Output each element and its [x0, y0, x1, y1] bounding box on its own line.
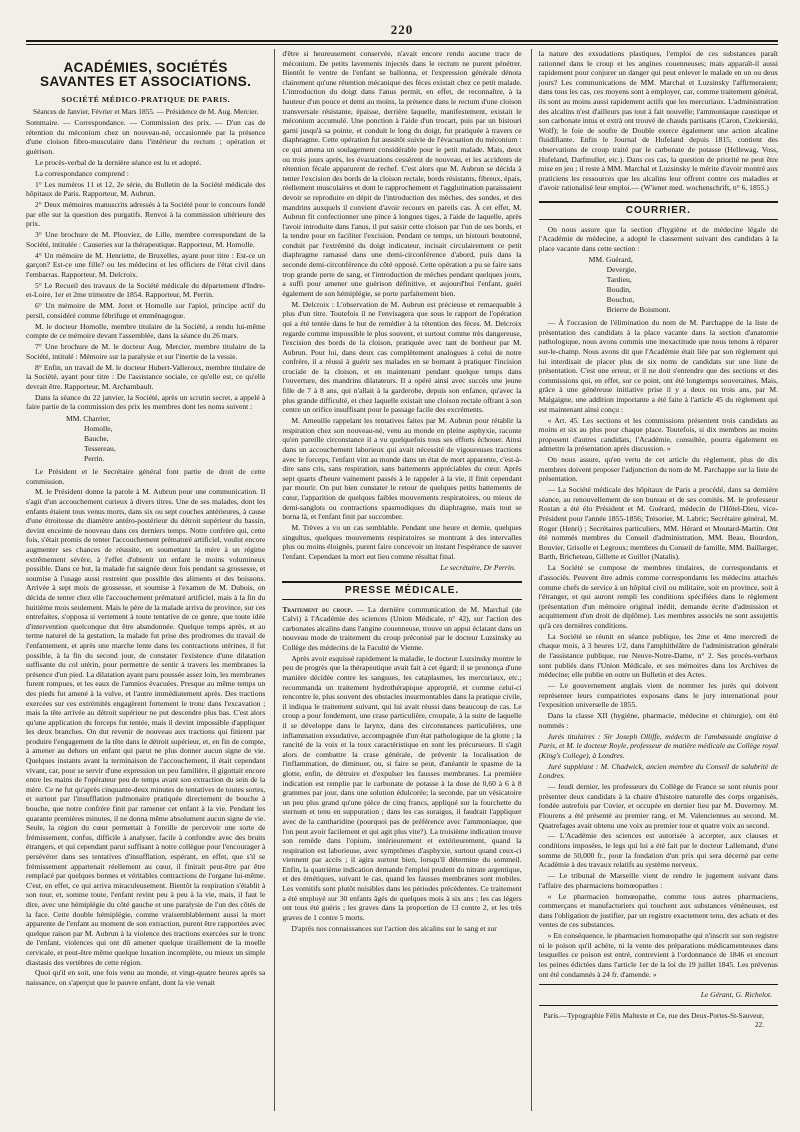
- section-title-courrier: COURRIER.: [539, 201, 778, 220]
- paragraph: « Le pharmacien homœopathe, comme tous autres pharmaciens, commerçans et manufacturiers qui touchent aux substances vénéneuses, est dans l'obligation de justifier, par un registre exactement tenu, des achats et des ventes de ces substances.: [538, 891, 778, 930]
- paragraph: On nous assure que la section d'hygiène et de médecine légale de l'Académie de médecine, a adopté le classement suivant des candidats à la place vacante dans cette section :: [538, 224, 778, 253]
- paragraph: Le Président et le Secrétaire général font partie de droit de cette commission.: [26, 466, 266, 486]
- section-title-academies: ACADÉMIES, SOCIÉTÉS SAVANTES ET ASSOCIATIONS.: [40, 60, 252, 89]
- header-rule-thin: [26, 44, 778, 45]
- list-item: MM. Guérard,: [588, 255, 633, 265]
- paragraph: 8° Enfin, un travail de M. le docteur Hubert-Valleroux, membre titulaire de la Société, ayant pour titre : De l'assistance sociale, ce qu'elle est, ce qu'elle devrait être. Rapporteur, M. Archambault.: [26, 362, 266, 391]
- paragraph: M. Ameuille rappelant les tentatives faites par M. Aubrun pour rétablir la respiration chez son nouveau-né, venu au monde en pleine asphyxie, raconte qu'en pareille circonstance il a vu quelquefois tous ses efforts échouer. Ainsi dans un accouchement laborieux qui avait nécessité de vigoureuses tractions avec le forceps, l'enfant vint au monde dans un état de mort apparente, c'est-à-dire sans cris, sans respiration, sans battements appréciables du cœur. Après sept quarts d'heure vainement passés à le rappeler à la vie, il finit cependant par mourir. On put bien constater le retour de quelques petits battements de cœur, l'apparition de quelques faibles mouvements respiratoires, ou mieux de demi-sanglots ou contractions spasmodiques du diaphragme, mais tout se borna là, et l'enfant finit par succomber.: [282, 416, 522, 522]
- article-text: — La dernière communication de M. Marchal (de Calvi) à l'Académie des sciences (Union Médicale, n° 42), sur l'action des carbonates alcalins dans l'angine couenneuse, trouve un appui éclatant dans un nouveau mode de traitement du croup préconisé par le docteur Luzsinsky au Collège des médecins de la Faculté de Vienne.: [282, 604, 522, 652]
- paragraph: 2° Deux mémoires manuscrits adressés à la Société pour le concours fondé par elle sur la question des purgatifs. Renvoi à la commission ultérieure des prix.: [26, 200, 266, 229]
- paragraph: d'être si heureusement conservée, n'avait encore rendu aucune trace de méconium. De petits lavements injectés dans le rectum ne purent pénétrer. Bientôt le ventre de l'enfant se ballonna, et l'expression générale dénota clairement qu'une rétention mécanique des fèces existait chez ce petit malade. L'introduction du doigt dans l'anus permit, en effet, de reconnaître, à la hauteur d'un pouce et demi au moins, la présence dans le rectum d'une cloison transversale résistante, épaisse, derrière laquelle, manifestement, existait le méconium accumulé. Une ponction à l'aide d'un trocart, puis par un bistouri garni jusqu'à sa pointe, et conduit le long du doigt, fut pratiquée à travers ce diaphragme. Cette opération fut aussitôt suivie de l'évacuation du méconium : ce qui amena un soulagement considérable pour le petit malade. Mais, deux ou trois jours après, les évacuations cessèrent de nouveau, et les accidents de rétention fécale apparurent de rechef. C'est alors que M. Aubrun se décida à tenter l'excision des bords de la cloison rectale, bords résistants, fibreux, épais, réellement musculaires et dont le rapprochement et l'agglutination paraissaient devoir se reproduire en dépit de l'introduction des mèches, des sondes, et des mandrins auxquels il convient d'avoir recours en pareils cas. À cet effet, M. Aubrun fit confectionner une pince à longues tiges, à l'aide de laquelle, après l'avoir introduite dans l'anus, il put saisir cette cloison par l'un de ses bords, et la tendre pour en faciliter l'excision. Pendant ce temps, un bistouri boutonné, conduit par l'extrémité du doigt indicateur, incisait circulairement ce petit diaphragme ramassé dans une demi-circonférence d'abord, puis dans la seconde demi-circonférence du côté opposé. Cette opération a pu se faire sans trop grande perte de sang, et l'introduction de mèches pendant quelques jours, a suffi pour amener une guérison définitive, et aujourd'hui l'enfant, guéri également de son hémiplégie, se porte parfaitement bien.: [282, 49, 522, 298]
- column-1: [26, 49, 265, 1111]
- gerant-signature: Le Gérant, G. Richelot.: [700, 990, 772, 1000]
- section-title-presse: PRESSE MÉDICALE.: [282, 581, 521, 600]
- printer-line: Paris.—Typographie Félix Malteste et Ce, rue des Deux-Portes-St-Sauveur, 22.: [543, 1010, 764, 1030]
- list-item: Devergie,: [606, 265, 637, 275]
- paragraph: — Le gouvernement anglais vient de nommer les jurés qui doivent représenter leurs compatriotes exposans dans le jury international pour l'exposition universelle de 1855.: [538, 681, 778, 710]
- article-heading: Traitement du croup.: [282, 604, 353, 614]
- paragraph: Le procès-verbal de la dernière séance est lu et adopté.: [35, 157, 202, 167]
- list-item: Brierre de Boismont.: [606, 305, 671, 315]
- paragraph: M. Trèves a vu un cas semblable. Pendant une heure et demie, quelques singultus, quelques mouvements respiratoires se montrant à des intervalles plus ou moins éloignés, purent faire concevoir un instant l'espérance de sauver l'enfant. Cependant la mort eut lieu comme résultat final.: [282, 522, 522, 561]
- list-item: Tessereau,: [84, 443, 116, 453]
- paragraph: — L'Académie des sciences est autorisée à accepter, aux clauses et conditions imposées, le legs qui lui a été fait par le docteur Lallemand, d'une somme de 50,000 fr., pour la fondation d'un prix qui sera décerné par cette Académie à des travaux relatifs au système nerveux.: [538, 831, 778, 870]
- paragraph: Juré suppléant : M. Chadwick, ancien membre du Conseil de salubrité de Londres.: [538, 761, 778, 781]
- divider: [539, 984, 778, 985]
- paragraph: 7° Une brochure de M. le docteur Aug. Mercier, membre titulaire de la Société, intitulé : Mémoire sur la paralysie et sur l'inertie de la vessie.: [26, 342, 266, 361]
- society-title: SOCIÉTÉ MÉDICO-PRATIQUE DE PARIS.: [61, 95, 231, 104]
- candidates-list: [589, 255, 778, 315]
- paragraph: M. le Président donne la parole à M. Aubrun pour une communication. Il s'agit d'un accouchement curieux à divers titres. Une de ses malades, dont les enfants étaient tous venus morts, dans six ou sept couches antérieures, à cause d'une étroitesse du diamètre antéro-postérieur du détroit supérieur du bassin, devint enceinte de nouveau dans ces derniers temps. Notre confrère qui, cette fois, s'était promis de tenter l'accouchement prématuré artificiel, voulut encore augmenter ses chances de réussite, en soumettant la mère à un régime extrêmement sévère, à l'effet d'obtenir un enfant le moins volumineux possible. Dans ce but, la malade fut saignée deux fois pendant sa grossesse, et soumise à l'usage aussi restreint que possible des aliments et des boissons. Arrivée à sept mois de grossesse, et soumise à l'examen de M. Dubois, on décida de tenter chez elle l'accouchement prématuré artificiel, mais à la fin du huitième mois seulement. Mais le père de la malade arriva de province, sur ces entrefaites, s'opposa si vertement à toute tentative de ce genre, que toute idée d'intervention quelconque dut être abandonnée. Quelque temps après, et au terme naturel de la gestation, la malade fut prise des prodromes du travail de l'enfantement, et après une marche lente dans les contractions utérines, il fut possible, à la fin du second jour, de constater l'existence d'une dilatation suffisante du col utérin, pour permettre de sentir à travers les membranes la présence d'un pied. La dilatation ayant paru poussée assez loin, les membranes furent rompues, et les eaux de l'amnios évacuées. Presque au même temps un des pieds fut amené à la vulve, et l'autre immédiatement après. Des tractions exercées sur ces extrémités engagèrent fortement le tronc dans l'excavation ; mais la tête arrivée au détroit supérieur ne put descendre plus bas. C'est alors qu'une application du forceps fut tentée, mais il devint impossible d'appliquer les deux branches. On dut revenir de nouveau aux tractions qui finirent par produire l'engagement de la tête dans le détroit supérieur, et, en fin de compte, à amener au dehors un enfant qui parut ne plus donner aucun signe de vie. Quelques instants avant la terminaison de l'accouchement, il était cependant vivant, car, pour se servir d'une expression un peu familière, il gigottait encore entre les mains de l'opérateur peu de temps avant son extraction du sein de la mère. Ce ne fut qu'après cinquante-deux minutes de tentatives de toutes sortes, et surtout par l'insufflation pulmonaire pratiquée directement de bouche à bouche, que notre confrère finit par ramener cet enfant à la vie. Pendant les quarante premières minutes, il ne donna même absolument aucun signe de vie. Seule, la région du cœur permettait à l'oreille de percevoir une sorte de frémissement, confus, difficile à analyser, facile à confondre avec des bruits étrangers, et qui cependant parut suffisant à notre collègue pour l'encourager à persévérer dans ses tentatives d'insufflation, espérant, en effet, que s'il se frémissement appartenait réellement au cœur, il finirait peut-être par être remplacé par quelques bonnes et véritables contractions de l'organe lui-même. C'est, en effet, ce qui arriva miraculeusement. Bientôt la respiration s'établit à son tour, et, somme toute, l'enfant revint peu à peu à la vie, mais, il faut le dire, avec une hémiplégie du côté gauche et une paralysie de l'un des côtés de la face. Cette double hémiplégie, comme vraisemblablement aussi la mort apparente de l'enfant au moment de son extraction, purent être rapportées avec quelque raison par M. Aubrun à la violence des tractions exercées sur le tronc de l'enfant, violences qui ont dû amener quelque tiraillement de la moelle cervicale, et peut-être même quelque luxation incomplète, ou mieux un simple diastasis des vertèbres de cette région.: [26, 487, 266, 967]
- paragraph: la nature des exsudations plastiques, l'emploi de ces substances paraît rationnel dans le croup et les angines couenneuses; mais apparaît-il aussi rapidement pour conjurer un danger qui peut enlever le malade en un ou deux jours? Les communications de MM. Marchal et Luzsinsky l'affirmeraient; dans tous les cas, ces moyens sont à employer, car, comme traitement général, ils sont au moins aussi rapidement actifs que les mercuriaux. L'administration des alcalins n'est d'ailleurs pas tout à fait nouvelle; l'ammoniaque caustique et son carbonate intus et extrà ont trouvé de chauds partisans (Caron, Czekierski, Wolf); le foie de soufre de Double exerce également une action alcaline fluidifiante. Enfin le Journal de Hufeland depuis 1815, contient des observations de croup traité par le carbonate de potasse (Hellewag, Voss, Hufeland, Darfmuller, etc.). Dans ces cas, la question de priorité ne peut être mise en jeu ; il reste à MM. Marchal et Luzsinsky le mérite d'avoir montré aux praticiens les ressources que les alcalins leur offrent contre ces maladies et d'avoir rationalisé leur emploi.— (W'iener med. wochenschrift, n° 6, 1855.): [538, 49, 778, 193]
- paragraph: Dans la séance du 22 janvier, la Société, après un scrutin secret, a appelé à faire partie de la commission des prix les membres dont les noms suivent :: [26, 392, 266, 412]
- column-3: [531, 49, 778, 1111]
- divider: [539, 1005, 778, 1006]
- paragraph: [282, 605, 521, 653]
- secretary-signature: Le secrétaire, Dr Perrin.: [440, 563, 516, 573]
- paragraph: 3° Une brochure de M. Plouviez, de Lille, membre correspondant de la Société, intitulée : Causeries sur la thérapeutique. Rapporteur, M. Homolle.: [26, 230, 266, 249]
- paragraph: Jurés titulaires : Sir Joseph Olliffe, médecin de l'ambassade anglaise à Paris, et M. le docteur Royle, professeur de matière médicale au Collège royal (King's College), à Londres.: [538, 731, 778, 760]
- list-item: Bauche,: [84, 433, 109, 443]
- paragraph: 4° Un mémoire de M. Henriette, de Bruxelles, ayant pour titre : Est-ce un garçon? Est-ce une fille? ou les médecins et les officiers de l'état civil dans l'embarras. Rapporteur, M. Delcroix.: [26, 250, 266, 279]
- paragraph: M. le docteur Homolle, membre titulaire de la Société, a rendu lui-même compte de ce mémoire devant l'assemblée, dans la séance du 26 mars.: [26, 321, 266, 341]
- paragraph: 5° Le Recueil des travaux de la Société médicale du département d'Indre-et-Loire, 1er et 2me trimestre de 1854. Rapporteur, M. Perrin.: [26, 280, 266, 300]
- paragraph: La Société se réunit en séance publique, les 2me et 4me mercredi de chaque mois, à 3 heures 1/2, dans l'amphithéâtre de l'administration générale de l'assistance publique, rue Neuve-Notre-Dame, n° 2. Ses procès-verbaux sont publiés dans l'Union Médicale, et ses mémoires dans les Archives de médecine; elle publie en outre un Bulletin et des Actes.: [538, 631, 778, 680]
- paragraph: Dans la classe XII (hygiène, pharmacie, médecine et chirurgie), ont été nommés :: [538, 711, 778, 730]
- paragraph: D'après nos connaissances sur l'action des alcalins sur le sang et sur: [291, 923, 497, 933]
- page-number: 220: [390, 22, 414, 37]
- paragraph: Après avoir esquissé rapidement la maladie, le docteur Luzsinsky montre le peu de progrès que la thérapeutique avait fait à cet égard; il se prononça d'une manière décidée contre les sangsues, les cataplasmes, les mercuriaux, etc.; recommanda un traitement hydrothérapique approprié, et comme celui-ci rencontre le, plus souvent des obstacles insurmontables dans la pratique civile, il indiqua le traitement suivant, qui lui avait réussi dans beaucoup de cas. Le croup a pour fondement, une crase particulière, croupale, à la suite de laquelle il se développe dans le larynx, dans des circonstances particulières, une inflammation exsudative, accompagnée d'un état pathologique de la glotte ; la rancité de la voix et la toux caractéristique en sont les précurseurs. Il s'agit alors de combattre la crase générale, de prévenir la localisation de l'inflammation, de diminuer, ou, si faire se peut, d'anéantir le spasme de la glotte, enfin, de détruire et d'expulser les fausses membranes. La première indication est remplie par le carbonate de potasse à la dose de 0,60 à 6 à 8 grammes par jour, dans une solution édulcorée; la seconde, par un vésicatoire un peu plus grand qu'une pièce de cinq francs, appliqué sur la fourchette du sternum et tenu en suppuration ; dans les cas suraigus, il faudrait l'appliquer avec de la cantharidine (pourquoi pas de préférence avec l'ammoniaque, que l'on peut avoir facilement et qui agit plus vite?). La troisième indication trouve son remède dans l'opium, intérieurement et extérieurement, quand la respiration est laborieuse, avec symptômes d'asphyxie, surtout quand ceux-ci viennent par accès ; il agira surtout bien, lorsqu'il détermine du sommeil. Enfin, la quatrième indication demande l'emploi prudent du nitrate argentique, et des émétiques, suivant le cas, quand les fausses membranes sont mobiles. Les vomitifs sont plutôt nuisibles dans les périodes précédentes. Ce traitement a été employé sur 30 enfants âgés de quelques mois à six ans ; les cas légers ont tous été guéris ; les graves dans la proportion de 13 contre 2, et les très graves de 1 contre 5 morts.: [282, 653, 522, 922]
- header-rule: [26, 40, 778, 42]
- paragraph: La correspondance comprend :: [35, 168, 129, 178]
- column-2: [274, 49, 521, 1111]
- paragraph: On nous assure, qu'en vertu de cet article du règlement, plus de dix membres doivent proposer l'adjonction du nom de M. Parchappe sur la liste de présentation.: [538, 455, 778, 484]
- list-item: Bouchut,: [606, 295, 635, 305]
- paragraph: — À l'occasion de l'élimination du nom de M. Parchappe de la liste de présentation des candidats à la place vacante dans la section d'anatomie pathologique, nous avons commis une inexactitude que nous tenons à réparer sur-le-champ. Nous avons dit que l'Académie était liée par son règlement qui lui interdisait de placer plus de six noms de candidats sur une liste de présentation. C'est une erreur, et il ne doit s'entendre que des sections et des commissions qui, en effet, sur ce point, ont été longtemps souveraines. Mais, grâce à une généreuse initiative prise il y a deux ou trois ans, par M. Malgaigne, une addition importante a été faite à l'article 45 du règlement qui est maintenant ainsi conçu :: [538, 318, 778, 414]
- commission-members-list: [66, 414, 265, 464]
- paragraph: Quoi qu'il en soit, une fois venu au monde, et vingt-quatre heures après sa naissance, on s'aperçut que le pauvre enfant, dont la vie venait: [26, 968, 266, 988]
- paragraph: « Art. 45. Les sections et les commissions présentent trois candidats au moins et six au plus pour chaque place. Toutefois, si dix membres au moins proposent d'autres candidats, l'Académie, consultée, pourra également en admettre la présentation après discussion. »: [538, 415, 778, 454]
- paragraph: M. Delcroix : L'observation de M. Aubrun est précieuse et remarquable à plus d'un titre. Toutefois il ne l'envisagera que sous le rapport de l'opération qui a été tentée dans le but de remédier à la rétention des fèces. M. Delcroix regarde comme impossible le plus souvent, et surtout comme très dangereuse, l'excision des bords de la cloison, pratiquée avec tant de bonheur par M. Aubrun. Pour lui, dans deux cas complètement analogues à celui de notre confrère, il a réussi à guérir ses malades en se bornant à pratiquer l'incision cruciale de la cloison, et en maintenant pendant quelque temps dans l'ouverture, des mandrins dilatateurs. Il a opéré ainsi avec succès une jeune fille de 7 à 8 ans, qui n'allait à la garderobe, depuis son enfance, qu'avec la plus grande difficulté, et chez laquelle existait une cloison rectale offrant à son centre un orifice insuffisant pour le passage facile des excréments.: [282, 299, 522, 415]
- list-item: Boudin,: [606, 285, 631, 295]
- sessions-line: Séances de Janvier, Février et Mars 1855. — Présidence de M. Aug. Mercier.: [33, 106, 259, 116]
- paragraph: La Société se compose de membres titulaires, de correspondants et d'associés. Peuvent être admis comme correspondants les médecins attachés comme chefs de service à un hôpital civil ou militaire, soit en province, soit à l'étranger, et qui auront rempli les conditions spécifiées dans le règlement (présentation d'un mémoire original inédit, demande écrite d'admission et acquittement d'un droit de diplôme). Les membres associés ne sont assujettis qu'à ces dernières conditions.: [538, 563, 778, 630]
- columns: [26, 49, 778, 1111]
- paragraph: 6° Un mémoire de MM. Joret et Homolle sur l'apiol, principe actif du persil, considéré comme fébrifuge et emménagogue.: [26, 301, 266, 320]
- list-item: Perrin.: [84, 453, 105, 463]
- sommaire: Sommaire. — Correspondance. — Commission des prix. — D'un cas de rétention du méconium chez un nouveau-né, occasionnée par la présence d'une cloison fibro-musculaire dans l'intérieur du rectum ; opération et guérison.: [26, 118, 266, 156]
- list-item: Tardieu,: [606, 275, 632, 285]
- paragraph: 1° Les numéros 11 et 12, 2e série, du Bulletin de la Société médicale des hôpitaux de Paris. Rapporteur, M. Aubrun.: [26, 179, 266, 199]
- paragraph: » En conséquence, le pharmacien homœopathe qui n'inscrit sur son registre ni le poison qu'il achète, ni la vente des préparations médicamenteuses dans lesquelles ce poison est entré, contrevient à l'ordonnance de 1846 et encourt les peines édictées dans l'article 1er de la loi du 19 juillet 1845. Les prévenus ont été condamnés à 24 fr. d'amende. »: [538, 931, 778, 979]
- paragraph: — Le tribunal de Marseille vient de rendre le jugement suivant dans l'affaire des pharmaciens homœopathes :: [538, 871, 778, 890]
- list-item: Homolle,: [84, 423, 113, 433]
- paragraph: — Jeudi dernier, les professeurs du Collège de France se sont réunis pour présenter deux candidats à la chaire d'histoire naturelle des corps organisés, fondée autrefois par Cuvier, et occupée en dernier lieu par M. Duvernoy. M. Flourens a été présenté au premier rang, et M. Valenciennes au second. M. Quatrefages avait obtenu une voix au premier tour et quatre voix au second.: [538, 782, 778, 830]
- paragraph: — La Société médicale des hôpitaux de Paris a procédé, dans sa dernière séance, au renouvellement de son bureau et de ses comités. M. le professeur Rostan a été élu Président et M. Guérard, médecin de l'Hôtel-Dieu, vice-Président pour l'année 1855-1856; Trésorier, M. Labric; Secrétaire général, M. Roger (Henri) ; Secrétaires particuliers, MM. Hérard et Moutard-Martin. Ont été nommés membres du Conseil d'administration, MM. Beau, Bourdon, Bouvier, Grisolle et Legroux; membres du Conseil de famille, MM. Baillarger, Barth, Bricheteau, Gillette et Guillot (Natalis).: [538, 485, 778, 562]
- list-item: MM. Charrier,: [66, 413, 111, 423]
